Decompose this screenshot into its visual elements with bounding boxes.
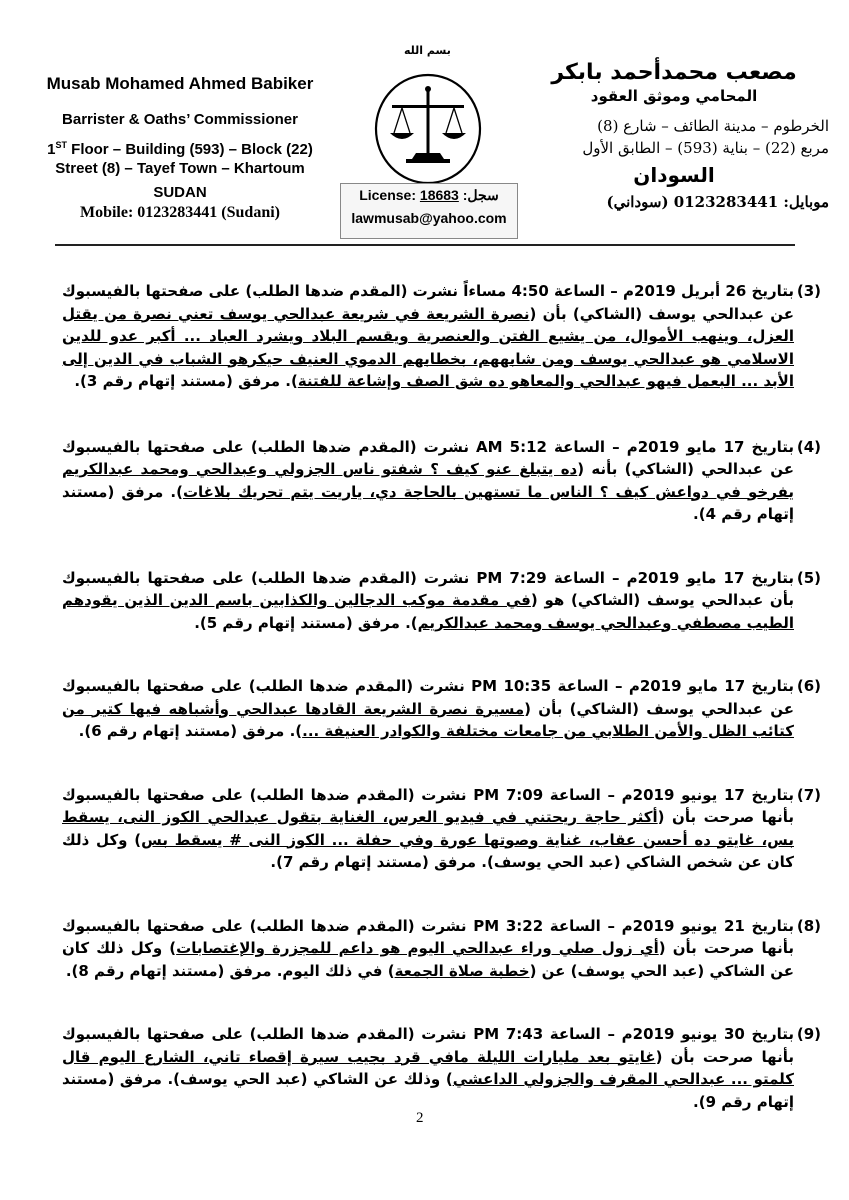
mobile-en: Mobile: 0123283441 (Sudani) [79, 204, 280, 221]
address-line-2-en: Street (8) – Tayef Town – Khartoum [55, 160, 305, 177]
clause-number: (3) [796, 282, 821, 300]
clause-number: (6) [796, 677, 821, 695]
clause-7: (7) بتاريخ 17 يونيو 2019م – الساعة 7:09 PM نشرت (المقدم ضدها الطلب) على صفحتها بالفيسبوك بأنها صرحت بأن (أكثر حاجة ريحتني في فيديو العرس، الغناية بتقول عبدالحي الكوز النى، يسقط بس، غايتو ده أحسن عقاب، غناية وصوتها عورة وفي حفلة ... الكوز النى # يسقط بس) وكل ذلك كان عن شخص الشاكي (عبد الحي يوسف). مرفق (مستند إتهام رقم 7). [62, 785, 821, 871]
mobile-ar: موبايل: 0123283441 (سوداني) [606, 193, 829, 211]
clause-number: (5) [796, 568, 821, 587]
bismillah-calligraphy: بسم الله [404, 44, 451, 57]
clause-number: (7) [796, 785, 821, 804]
scales-of-justice-logo-icon [372, 73, 484, 185]
license-line: License: 18683 سجل: [359, 187, 499, 203]
clause-5: (5) بتاريخ 17 مايو 2019م – الساعة 7:29 PM نشرت (المقدم ضدها الطلب) على صفحتها بالفيسبوك بأن عبدالحي يوسف (الشاكي) هو (في مقدمة موكب الدجالين والكذابين باسم الدين الذين يقودهم الطيب مصطفي وعبدالحي يوسف ومحمد عبدالكريم). مرفق (مستند إتهام رقم 5). [62, 568, 821, 632]
clause-4: (4) بتاريخ 17 مايو 2019م – الساعة 5:12 AM نشرت (المقدم ضدها الطلب) على صفحتها بالفيسبوك عن عبدالحي (الشاكي) بأنه (ده يتبلغ عنو كيف ؟ شفتو ناس الجزولي وعبدالحي ومحمد عبدالكريم يفرخو في دواعش كيف ؟ الناس ما تستهين بالحاجة دي، ياريت يتم تحريك بلاغات). مرفق (مستند إتهام رقم 4). [62, 437, 821, 523]
lawyer-title-ar: المحامي وموثق العقود [590, 87, 758, 105]
clause-6: (6) بتاريخ 17 مايو 2019م – الساعة 10:35 PM نشرت (المقدم ضدها الطلب) على صفحتها بالفيسبوك عن عبدالحي يوسف (الشاكي) بأن (مسيرة نصرة الشريعة القادها عبدالحي وأشباهه فيها كتير من كتائب الظل والأمن الطلابي من جامعات مختلفة والكوادر العنيفة ...). مرفق (مستند إتهام رقم 6). [62, 677, 821, 740]
lawyer-name-en: Musab Mohamed Ahmed Babiker [46, 74, 314, 93]
lawyer-title-en: Barrister & Oaths’ Commissioner [62, 111, 298, 128]
license-number: 18683 [419, 187, 459, 203]
clause-number: (9) [796, 1025, 821, 1043]
clause-number: (8) [796, 916, 821, 935]
address-line-2-ar: مربع (22) – بناية (593) – الطابق الأول [582, 139, 829, 157]
country-en: SUDAN [153, 184, 207, 201]
license-box [340, 183, 518, 239]
lawyer-name-ar: مصعب محمدأحمد بابكر [551, 60, 797, 85]
clause-9: (9) بتاريخ 30 يونيو 2019م – الساعة 7:43 PM نشرت (المقدم ضدها الطلب) على صفحتها بالفيسبوك بأنها صرحت بأن (غايتو بعد مليارات الليلة مافي قرد بجيب سيرة إقصاء تاني، الشارع اليوم قال كلمتو ... عبدالحي المقرف والجزولي الداعشي) وذلك عن الشاكي (عبد الحي يوسف). مرفق (مستند إتهام رقم 9). [62, 1025, 821, 1111]
email-address: lawmusab@yahoo.com [351, 210, 507, 226]
country-ar: السودان [633, 163, 715, 187]
arabic-letterhead [519, 60, 829, 211]
clause-3: (3) بتاريخ 26 أبريل 2019م – الساعة 4:50 مساءاً نشرت (المقدم ضدها الطلب) على صفحتها بالفيسبوك عن عبدالحي يوسف (الشاكي) بأن (نصرة الشريعة في شريعة عبدالحي يوسف تعني نصرة من يقتل العزل، وينهب الأموال، من يشيع الفتن والعنصرية ويقسم البلاد ويشرد العباد ... أكبر عدو للدين الاسلامي هو عبدالحي يوسف ومن شابههم، بخطابهم الدموي العنيف حيكرهو الشباب في الدين إلى الأبد ... البعمل فيهو عبدالحي والمعاهو ده شق الصف وإشاعة للفتنة). مرفق (مستند إتهام رقم 3). [62, 282, 821, 390]
address-line-1-en: 1ST Floor – Building (593) – Block (22) [47, 140, 313, 158]
numbered-clauses [62, 280, 821, 1113]
header-divider [55, 244, 795, 246]
english-letterhead [20, 74, 340, 222]
address-line-1-ar: الخرطوم – مدينة الطائف – شارع (8) [597, 117, 829, 135]
page-number: 2 [416, 1110, 424, 1126]
clause-8: (8) بتاريخ 21 يونيو 2019م – الساعة 3:22 PM نشرت (المقدم ضدها الطلب) على صفحتها بالفيسبوك بأنها صرحت بأن (أي زول صلي وراء عبدالحي اليوم هو داعم للمجزرة والإغتصابات) وكل ذلك كان عن الشاكي (عبد الحي يوسف) عن (خطبة صلاة الجمعة) في ذلك اليوم. مرفق (مستند إتهام رقم 8). [62, 916, 821, 980]
clause-number: (4) [796, 437, 821, 456]
